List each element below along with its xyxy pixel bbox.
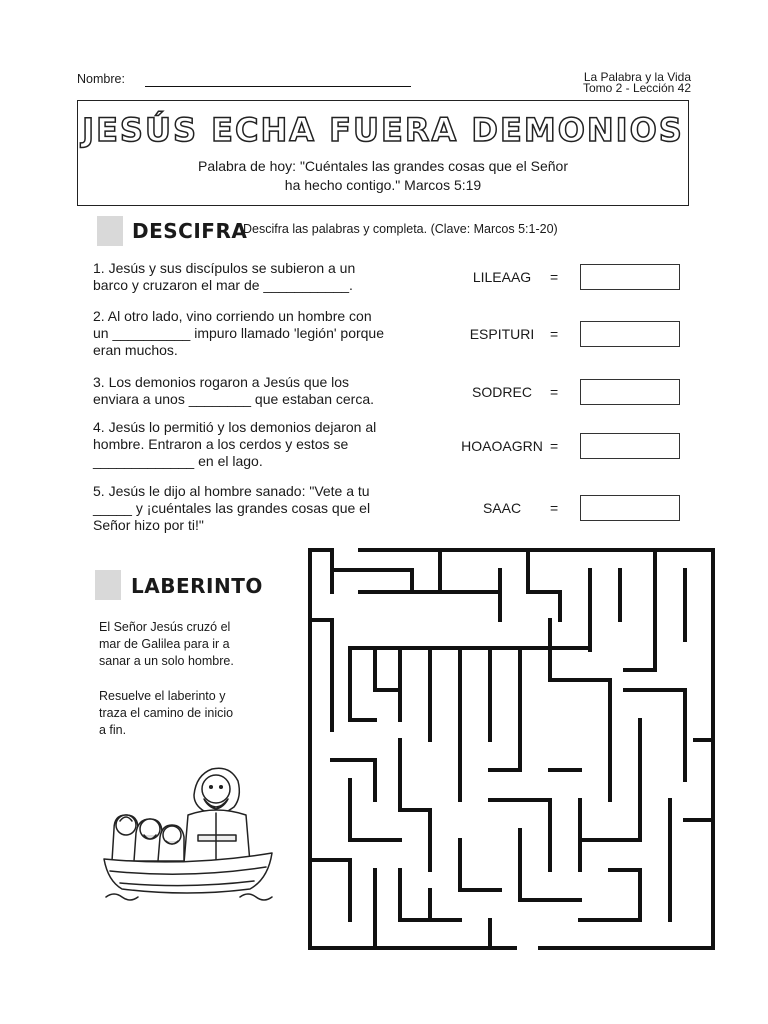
page-title: JESÚS ECHA FUERA DEMONIOS xyxy=(82,111,684,149)
section-marker xyxy=(95,570,121,600)
question-line: Señor hizo por ti!" xyxy=(93,517,204,533)
question-line: hombre. Entraron a los cerdos y estos se xyxy=(93,436,349,452)
question-3 xyxy=(93,374,433,408)
equals-sign: = xyxy=(550,438,559,454)
text-line: mar de Galilea para ir a xyxy=(99,637,230,651)
laberinto-instructions xyxy=(99,688,279,739)
title-box xyxy=(77,100,689,206)
boat-illustration xyxy=(100,755,275,905)
section-marker xyxy=(97,216,123,246)
series-lesson: Tomo 2 - Lección 42 xyxy=(582,81,691,95)
question-line: _____________ en el lago. xyxy=(93,453,263,469)
descifra-title: DESCIFRA xyxy=(132,219,248,243)
question-line: barco y cruzaron el mar de ___________. xyxy=(93,277,353,293)
question-1 xyxy=(93,260,433,294)
answer-box-2[interactable] xyxy=(580,321,680,347)
laberinto-description xyxy=(99,619,279,670)
answer-box-3[interactable] xyxy=(580,379,680,405)
verse-line-2: ha hecho contigo." Marcos 5:19 xyxy=(284,177,482,193)
question-4 xyxy=(93,419,433,470)
question-line: 3. Los demonios rogaron a Jesús que los xyxy=(93,374,350,390)
equals-sign: = xyxy=(550,269,559,285)
question-line: 4. Jesús lo permitió y los demonios dejaron al xyxy=(93,419,377,435)
verse-line-1: Palabra de hoy: "Cuéntales las grandes cosas que el Señor xyxy=(198,158,568,174)
equals-sign: = xyxy=(550,384,559,400)
question-line: enviara a unos ________ que estaban cerca. xyxy=(93,391,374,407)
question-5 xyxy=(93,483,433,534)
text-line: traza el camino de inicio xyxy=(99,706,234,720)
equals-sign: = xyxy=(550,326,559,342)
scrambled-word-1: LILEAAG xyxy=(472,269,532,285)
question-line: 1. Jesús y sus discípulos se subieron a un xyxy=(93,260,356,276)
series-title: La Palabra y la Vida xyxy=(583,70,691,84)
answer-box-1[interactable] xyxy=(580,264,680,290)
text-line: sanar a un solo hombre. xyxy=(99,654,234,668)
text-line: El Señor Jesús cruzó el xyxy=(99,620,231,634)
scrambled-word-2: ESPITURI xyxy=(469,326,535,342)
laberinto-title: LABERINTO xyxy=(131,574,263,598)
question-line: eran muchos. xyxy=(93,342,178,358)
name-label: Nombre: xyxy=(77,72,125,86)
text-line: Resuelve el laberinto y xyxy=(99,689,226,703)
answer-box-5[interactable] xyxy=(580,495,680,521)
scrambled-word-4: HOAOAGRN xyxy=(461,438,543,454)
question-line: _____ y ¡cuéntales las grandes cosas que el xyxy=(93,500,371,516)
answer-box-4[interactable] xyxy=(580,433,680,459)
name-input-line[interactable] xyxy=(145,86,411,87)
series-info xyxy=(583,72,691,94)
scrambled-word-5: SAAC xyxy=(482,500,522,516)
memory-verse xyxy=(78,157,688,195)
question-line: 2. Al otro lado, vino corriendo un hombre con xyxy=(93,308,372,324)
descifra-instruction: Descifra las palabras y completa. (Clave: Marcos 5:1-20) xyxy=(243,222,558,236)
question-line: un __________ impuro llamado 'legión' porque xyxy=(93,325,385,341)
maze[interactable] xyxy=(300,540,725,960)
scrambled-word-3: SODREC xyxy=(472,384,532,400)
question-line: 5. Jesús le dijo al hombre sanado: "Vete a tu xyxy=(93,483,370,499)
question-2 xyxy=(93,308,433,359)
text-line: a fin. xyxy=(99,723,127,737)
equals-sign: = xyxy=(550,500,559,516)
